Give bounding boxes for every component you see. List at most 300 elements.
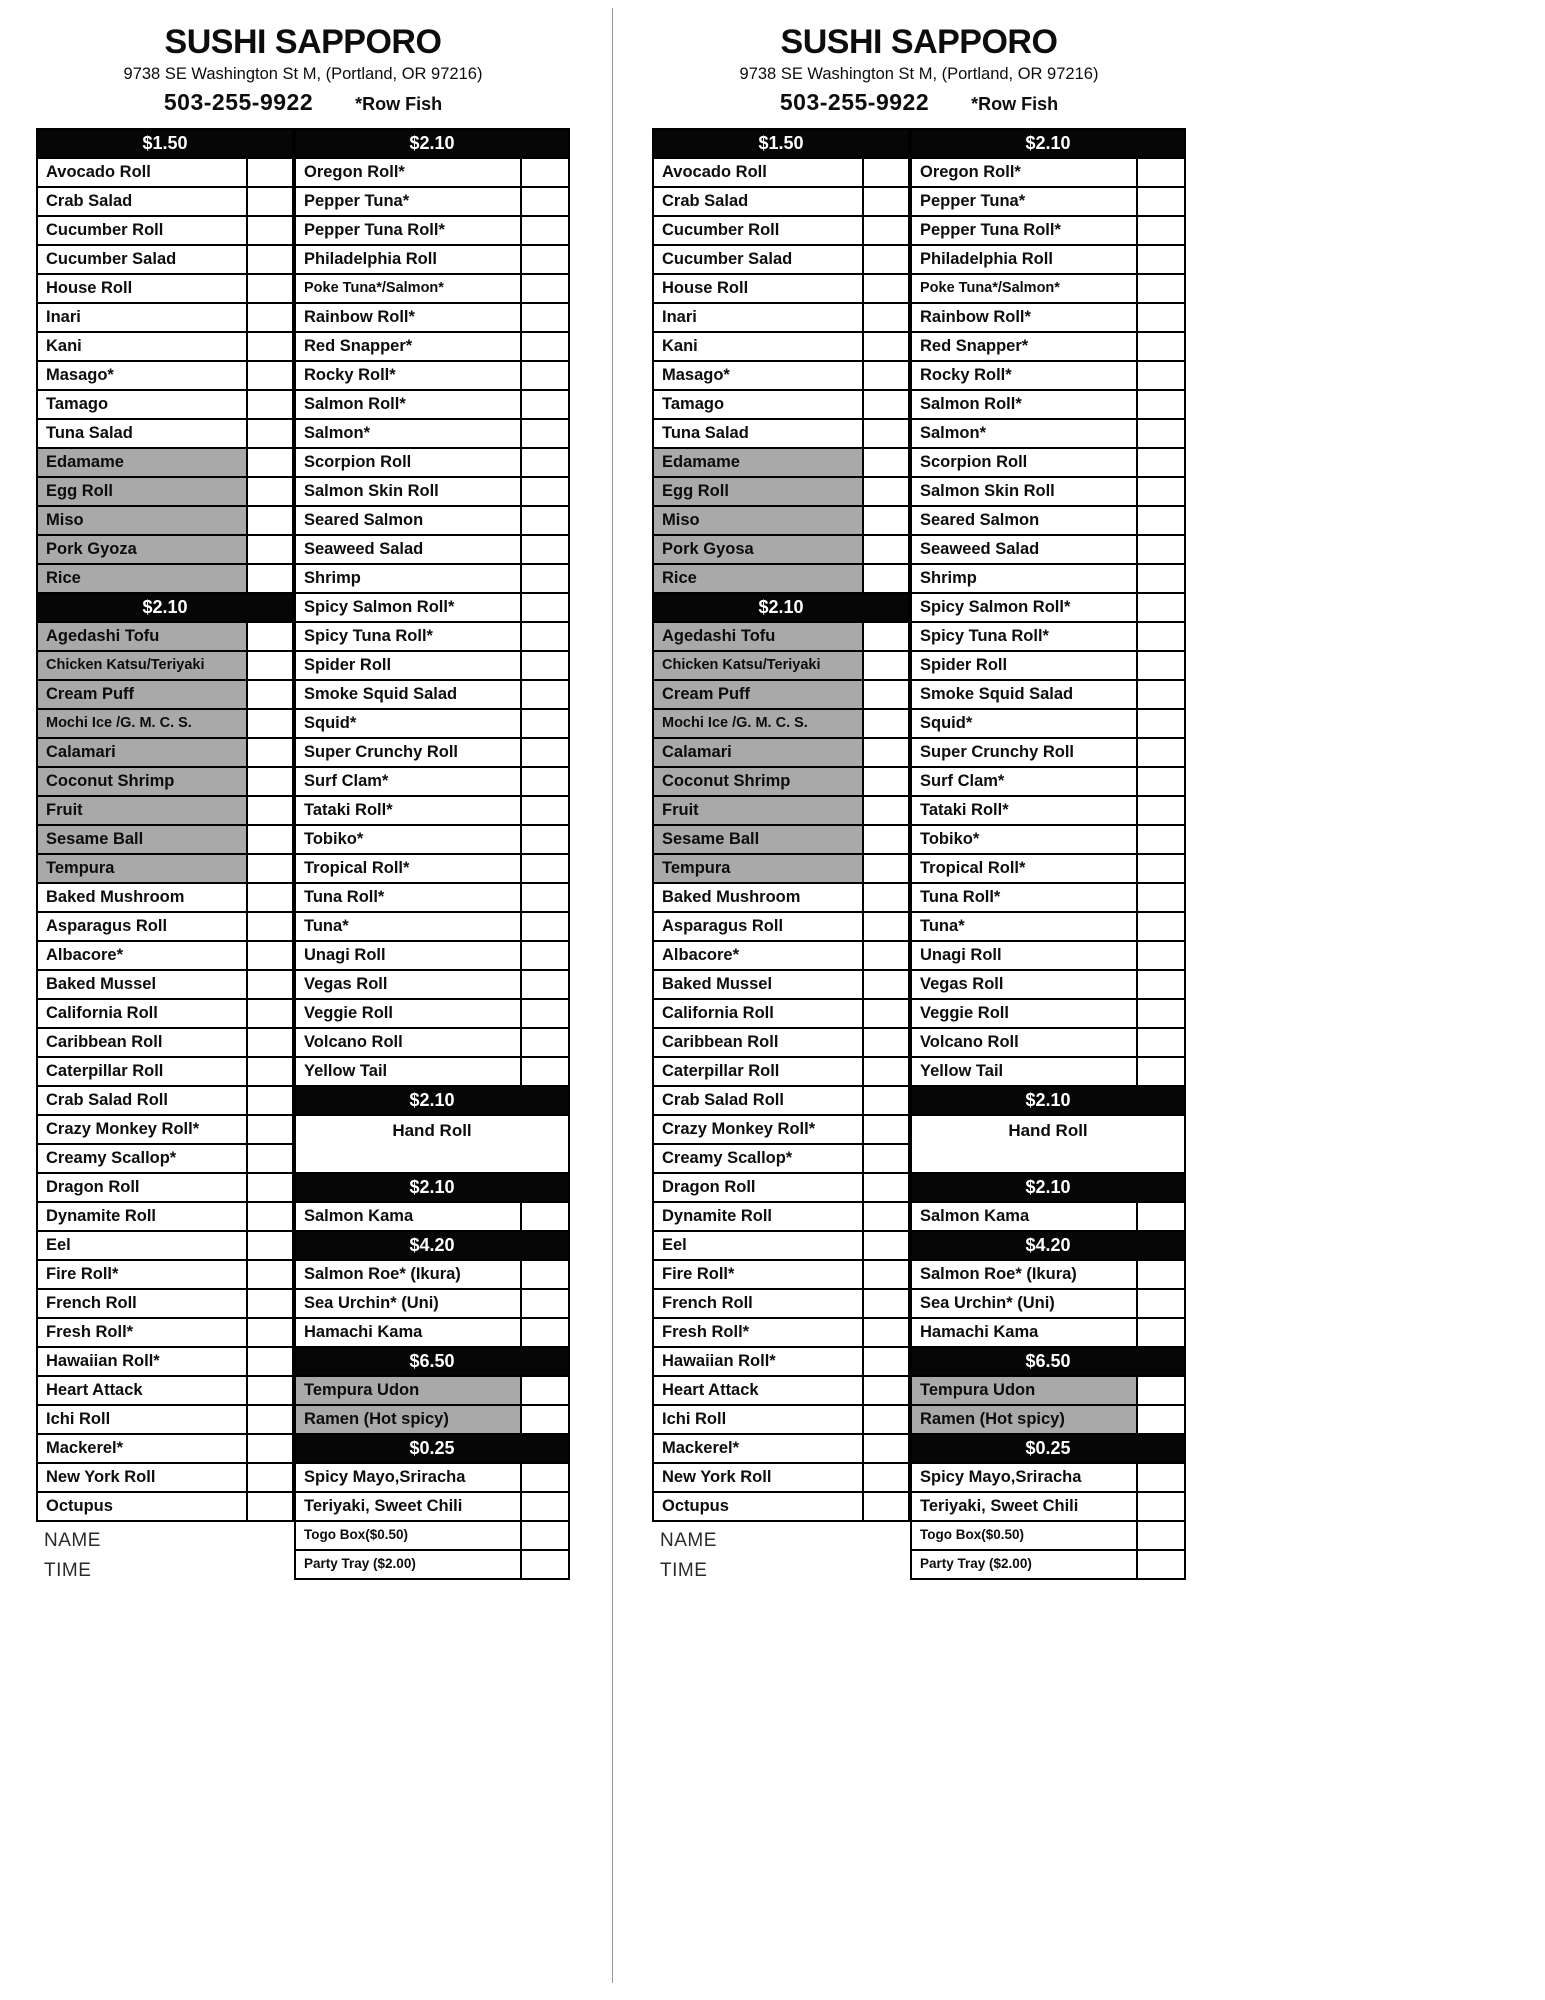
quantity-box[interactable]: [864, 1087, 910, 1116]
quantity-box[interactable]: [1138, 275, 1186, 304]
price-label: $1.50: [758, 133, 804, 153]
price-label: $2.10: [409, 1090, 455, 1110]
menu-item-row: [296, 478, 570, 507]
menu-item-label: Agedashi Tofu: [38, 623, 248, 652]
menu-item-label: Party Tray ($2.00): [296, 1551, 522, 1580]
quantity-box[interactable]: [522, 826, 570, 855]
quantity-box[interactable]: [1138, 594, 1186, 623]
quantity-box[interactable]: [864, 739, 910, 768]
quantity-box[interactable]: [1138, 1464, 1186, 1493]
quantity-box[interactable]: [1138, 188, 1186, 217]
quantity-box[interactable]: [864, 1029, 910, 1058]
quantity-box[interactable]: [864, 449, 910, 478]
menu-item-row: [38, 275, 294, 304]
quantity-box[interactable]: [864, 942, 910, 971]
quantity-box[interactable]: [864, 971, 910, 1000]
menu-item-row: [654, 1000, 910, 1029]
menu-item-row: [38, 1174, 294, 1203]
quantity-box[interactable]: [864, 1261, 910, 1290]
menu-item-label: Tuna Roll*: [296, 884, 522, 913]
menu-item-label: Tuna*: [912, 913, 1138, 942]
menu-item-label: Dynamite Roll: [654, 1203, 864, 1232]
quantity-box[interactable]: [1138, 942, 1186, 971]
quantity-box[interactable]: [1138, 362, 1186, 391]
quantity-box[interactable]: [1138, 1000, 1186, 1029]
menu-item-label: House Roll: [654, 275, 864, 304]
quantity-box[interactable]: [1138, 884, 1186, 913]
quantity-box[interactable]: [248, 1435, 294, 1464]
menu-item-row: [38, 304, 294, 333]
quantity-box[interactable]: [248, 275, 294, 304]
quantity-box[interactable]: [864, 884, 910, 913]
restaurant-address: 9738 SE Washington St M, (Portland, OR 97216): [739, 65, 1099, 83]
menu-item-label: Red Snapper*: [912, 333, 1138, 362]
quantity-box[interactable]: [1138, 855, 1186, 884]
price-section-header: [912, 1174, 1186, 1203]
quantity-box[interactable]: [248, 1406, 294, 1435]
quantity-box[interactable]: [1138, 1203, 1186, 1232]
menu-item-row: [654, 623, 910, 652]
quantity-box[interactable]: [864, 159, 910, 188]
quantity-box[interactable]: [248, 768, 294, 797]
quantity-box[interactable]: [864, 1319, 910, 1348]
menu-item-row: [296, 246, 570, 275]
quantity-box[interactable]: [1138, 1522, 1186, 1551]
menu-item-row: [654, 304, 910, 333]
quantity-box[interactable]: [522, 536, 570, 565]
quantity-box[interactable]: [864, 1145, 910, 1174]
menu-item-label: Togo Box($0.50): [912, 1522, 1138, 1551]
menu-item-label: Sesame Ball: [38, 826, 248, 855]
quantity-box[interactable]: [248, 1261, 294, 1290]
menu-item-row: [912, 1000, 1186, 1029]
menu-item-row: [912, 333, 1186, 362]
menu-item-label: Spicy Salmon Roll*: [296, 594, 522, 623]
quantity-box[interactable]: [248, 1464, 294, 1493]
price-section-header: [296, 1232, 570, 1261]
quantity-box[interactable]: [1138, 217, 1186, 246]
menu-item-row: [296, 942, 570, 971]
quantity-box[interactable]: [248, 449, 294, 478]
quantity-box[interactable]: [248, 1348, 294, 1377]
quantity-box[interactable]: [864, 275, 910, 304]
menu-item-label: Yellow Tail: [296, 1058, 522, 1087]
quantity-box[interactable]: [864, 710, 910, 739]
quantity-box[interactable]: [1138, 1058, 1186, 1087]
quantity-box[interactable]: [1138, 391, 1186, 420]
quantity-box[interactable]: [864, 188, 910, 217]
menu-item-label: Caterpillar Roll: [654, 1058, 864, 1087]
menu-item-label: Vegas Roll: [912, 971, 1138, 1000]
quantity-box[interactable]: [1138, 652, 1186, 681]
quantity-box[interactable]: [1138, 333, 1186, 362]
quantity-box[interactable]: [248, 710, 294, 739]
quantity-box[interactable]: [248, 855, 294, 884]
quantity-box[interactable]: [522, 1522, 570, 1551]
quantity-box[interactable]: [1138, 536, 1186, 565]
menu-item-label: Tobiko*: [296, 826, 522, 855]
menu-item-row: [38, 1087, 294, 1116]
menu-item-label: Salmon*: [912, 420, 1138, 449]
quantity-box[interactable]: [1138, 1319, 1186, 1348]
quantity-box[interactable]: [864, 797, 910, 826]
quantity-box[interactable]: [864, 565, 910, 594]
menu-item-row: [654, 884, 910, 913]
quantity-box[interactable]: [1138, 478, 1186, 507]
quantity-box[interactable]: [864, 333, 910, 362]
quantity-box[interactable]: [1138, 739, 1186, 768]
menu-item-label: French Roll: [38, 1290, 248, 1319]
menu-item-row: [654, 768, 910, 797]
menu-item-label: Salmon Kama: [296, 1203, 522, 1232]
quantity-box[interactable]: [522, 420, 570, 449]
menu-item-label: Teriyaki, Sweet Chili: [912, 1493, 1138, 1522]
menu-item-row: [654, 797, 910, 826]
quantity-box[interactable]: [1138, 565, 1186, 594]
quantity-box[interactable]: [1138, 246, 1186, 275]
quantity-box[interactable]: [248, 1319, 294, 1348]
menu-item-row: [38, 739, 294, 768]
menu-item-label: Oregon Roll*: [296, 159, 522, 188]
quantity-box[interactable]: [248, 362, 294, 391]
quantity-box[interactable]: [522, 1058, 570, 1087]
menu-item-row: [296, 913, 570, 942]
quantity-box[interactable]: [248, 826, 294, 855]
quantity-box[interactable]: [522, 1203, 570, 1232]
quantity-box[interactable]: [864, 681, 910, 710]
quantity-box[interactable]: [864, 507, 910, 536]
quantity-box[interactable]: [864, 246, 910, 275]
quantity-box[interactable]: [248, 333, 294, 362]
quantity-box[interactable]: [522, 1464, 570, 1493]
menu-item-label: Avocado Roll: [654, 159, 864, 188]
menu-item-label: Seared Salmon: [912, 507, 1138, 536]
menu-item-label: Veggie Roll: [912, 1000, 1138, 1029]
menu-item-label: Party Tray ($2.00): [912, 1551, 1138, 1580]
menu-item-row: [912, 1493, 1186, 1522]
menu-item-row: [296, 1464, 570, 1493]
quantity-box[interactable]: [248, 1290, 294, 1319]
quantity-box[interactable]: [248, 652, 294, 681]
quantity-box[interactable]: [248, 1116, 294, 1145]
menu-item-row: [912, 1406, 1186, 1435]
menu-item-label: Pepper Tuna*: [912, 188, 1138, 217]
quantity-box[interactable]: [1138, 1029, 1186, 1058]
quantity-box[interactable]: [522, 507, 570, 536]
menu-item-row: [654, 1493, 910, 1522]
quantity-box[interactable]: [864, 1232, 910, 1261]
quantity-box[interactable]: [864, 1116, 910, 1145]
menu-item-row: [296, 391, 570, 420]
quantity-box[interactable]: [522, 449, 570, 478]
quantity-box[interactable]: [248, 681, 294, 710]
quantity-box[interactable]: [864, 1058, 910, 1087]
quantity-box[interactable]: [522, 478, 570, 507]
menu-item-label: Teriyaki, Sweet Chili: [296, 1493, 522, 1522]
quantity-box[interactable]: [1138, 826, 1186, 855]
quantity-box[interactable]: [864, 1464, 910, 1493]
menu-item-row: [296, 826, 570, 855]
quantity-box[interactable]: [864, 362, 910, 391]
quantity-box[interactable]: [1138, 1551, 1186, 1580]
menu-item-label: Smoke Squid Salad: [912, 681, 1138, 710]
quantity-box[interactable]: [1138, 681, 1186, 710]
quantity-box[interactable]: [864, 1348, 910, 1377]
quantity-box[interactable]: [522, 710, 570, 739]
menu-item-label: Pepper Tuna Roll*: [912, 217, 1138, 246]
menu-item-label: Seaweed Salad: [912, 536, 1138, 565]
menu-item-label: Squid*: [912, 710, 1138, 739]
menu-item-label: Salmon Roe* (Ikura): [296, 1261, 522, 1290]
quantity-box[interactable]: [1138, 1261, 1186, 1290]
quantity-box[interactable]: [864, 855, 910, 884]
quantity-box[interactable]: [522, 797, 570, 826]
quantity-box[interactable]: [864, 478, 910, 507]
quantity-box[interactable]: [522, 362, 570, 391]
menu-item-label: Tuna*: [296, 913, 522, 942]
menu-item-row: [654, 1406, 910, 1435]
quantity-box[interactable]: [248, 507, 294, 536]
page-divider-line: [612, 8, 613, 1983]
quantity-box[interactable]: [248, 159, 294, 188]
quantity-box[interactable]: [864, 913, 910, 942]
menu-item-label: Hawaiian Roll*: [38, 1348, 248, 1377]
quantity-box[interactable]: [522, 1261, 570, 1290]
menu-item-label: Philadelphia Roll: [296, 246, 522, 275]
menu-item-label: Spider Roll: [296, 652, 522, 681]
quantity-box[interactable]: [248, 391, 294, 420]
quantity-box[interactable]: [1138, 449, 1186, 478]
quantity-box[interactable]: [864, 1290, 910, 1319]
quantity-box[interactable]: [248, 913, 294, 942]
quantity-box[interactable]: [522, 1000, 570, 1029]
quantity-box[interactable]: [864, 1203, 910, 1232]
quantity-box[interactable]: [248, 246, 294, 275]
menu-item-row: [654, 1203, 910, 1232]
menu-item-label: Caterpillar Roll: [38, 1058, 248, 1087]
quantity-box[interactable]: [864, 304, 910, 333]
quantity-box[interactable]: [1138, 710, 1186, 739]
menu-item-row: [912, 594, 1186, 623]
quantity-box[interactable]: [522, 768, 570, 797]
quantity-box[interactable]: [248, 1174, 294, 1203]
quantity-box[interactable]: [522, 1319, 570, 1348]
menu-item-label: Rice: [38, 565, 248, 594]
price-section-header: [912, 1348, 1186, 1377]
menu-item-label: Tempura Udon: [296, 1377, 522, 1406]
quantity-box[interactable]: [522, 884, 570, 913]
menu-item-row: [38, 971, 294, 1000]
menu-item-row: [296, 884, 570, 913]
menu-item-label: Rocky Roll*: [296, 362, 522, 391]
quantity-box[interactable]: [1138, 768, 1186, 797]
menu-item-row: [38, 1290, 294, 1319]
quantity-box[interactable]: [864, 1000, 910, 1029]
menu-item-label: Rocky Roll*: [912, 362, 1138, 391]
menu-item-label: Inari: [654, 304, 864, 333]
quantity-box[interactable]: [864, 652, 910, 681]
quantity-box[interactable]: [522, 971, 570, 1000]
menu-item-row: [912, 971, 1186, 1000]
quantity-box[interactable]: [864, 1493, 910, 1522]
quantity-box[interactable]: [248, 942, 294, 971]
quantity-box[interactable]: [248, 1087, 294, 1116]
quantity-box[interactable]: [248, 536, 294, 565]
menu-item-label: Miso: [654, 507, 864, 536]
quantity-box[interactable]: [522, 1493, 570, 1522]
menu-item-row: [654, 1116, 910, 1145]
price-section-header: [38, 594, 294, 623]
quantity-box[interactable]: [864, 768, 910, 797]
menu-item-label: Heart Attack: [38, 1377, 248, 1406]
quantity-box[interactable]: [1138, 971, 1186, 1000]
menu-item-label: Egg Roll: [38, 478, 248, 507]
menu-item-row: [654, 1029, 910, 1058]
name-label: NAME: [44, 1530, 101, 1551]
menu-item-row: [296, 275, 570, 304]
quantity-box[interactable]: [248, 478, 294, 507]
menu-item-label: Crazy Monkey Roll*: [38, 1116, 248, 1145]
menu-item-row: [38, 159, 294, 188]
menu-item-row: [38, 884, 294, 913]
quantity-box[interactable]: [248, 1029, 294, 1058]
menu-column-right: [294, 128, 570, 1580]
quantity-box[interactable]: [864, 217, 910, 246]
quantity-box[interactable]: [248, 884, 294, 913]
quantity-box[interactable]: [522, 304, 570, 333]
price-label: $0.25: [409, 1438, 455, 1458]
quantity-box[interactable]: [864, 420, 910, 449]
menu-item-label: Tuna Roll*: [912, 884, 1138, 913]
quantity-box[interactable]: [522, 594, 570, 623]
quantity-box[interactable]: [1138, 304, 1186, 333]
quantity-box[interactable]: [248, 565, 294, 594]
menu-item-row: [654, 739, 910, 768]
menu-item-row: [654, 1319, 910, 1348]
menu-item-row: [296, 710, 570, 739]
quantity-box[interactable]: [864, 1377, 910, 1406]
quantity-box[interactable]: [1138, 623, 1186, 652]
quantity-box[interactable]: [522, 217, 570, 246]
quantity-box[interactable]: [248, 1203, 294, 1232]
raw-fish-note: *Row Fish: [355, 94, 443, 114]
menu-item-label: Tamago: [38, 391, 248, 420]
price-label: $0.25: [1025, 1438, 1071, 1458]
menu-item-label: Spider Roll: [912, 652, 1138, 681]
quantity-box[interactable]: [248, 420, 294, 449]
menu-item-row: [654, 710, 910, 739]
menu-item-row: [38, 362, 294, 391]
quantity-box[interactable]: [522, 623, 570, 652]
quantity-box[interactable]: [522, 942, 570, 971]
menu-item-label: Creamy Scallop*: [654, 1145, 864, 1174]
menu-item-label: Volcano Roll: [912, 1029, 1138, 1058]
quantity-box[interactable]: [864, 826, 910, 855]
quantity-box[interactable]: [864, 1174, 910, 1203]
quantity-box[interactable]: [864, 391, 910, 420]
quantity-box[interactable]: [522, 333, 570, 362]
menu-item-label: Tuna Salad: [38, 420, 248, 449]
quantity-box[interactable]: [522, 1290, 570, 1319]
quantity-box[interactable]: [522, 275, 570, 304]
menu-item-row: [912, 275, 1186, 304]
quantity-box[interactable]: [1138, 159, 1186, 188]
menu-item-row: [296, 797, 570, 826]
menu-item-label: Coconut Shrimp: [654, 768, 864, 797]
menu-item-label: Super Crunchy Roll: [296, 739, 522, 768]
quantity-box[interactable]: [522, 1377, 570, 1406]
quantity-box[interactable]: [248, 1058, 294, 1087]
quantity-box[interactable]: [522, 391, 570, 420]
quantity-box[interactable]: [1138, 797, 1186, 826]
quantity-box[interactable]: [1138, 1493, 1186, 1522]
quantity-box[interactable]: [248, 1232, 294, 1261]
quantity-box[interactable]: [522, 159, 570, 188]
quantity-box[interactable]: [522, 739, 570, 768]
quantity-box[interactable]: [864, 536, 910, 565]
quantity-box[interactable]: [522, 855, 570, 884]
menu-item-label: Dynamite Roll: [38, 1203, 248, 1232]
menu-item-label: Avocado Roll: [38, 159, 248, 188]
quantity-box[interactable]: [522, 913, 570, 942]
menu-item-row: [654, 826, 910, 855]
quantity-box[interactable]: [1138, 507, 1186, 536]
quantity-box[interactable]: [248, 1145, 294, 1174]
quantity-box[interactable]: [1138, 420, 1186, 449]
quantity-box[interactable]: [248, 188, 294, 217]
menu-column-left: [36, 128, 294, 1522]
quantity-box[interactable]: [522, 681, 570, 710]
menu-item-label: House Roll: [38, 275, 248, 304]
menu-item-row: [912, 623, 1186, 652]
menu-item-row: [654, 1348, 910, 1377]
quantity-box[interactable]: [248, 1000, 294, 1029]
quantity-box[interactable]: [248, 217, 294, 246]
menu-item-row: [296, 652, 570, 681]
quantity-box[interactable]: [864, 1435, 910, 1464]
quantity-box[interactable]: [522, 652, 570, 681]
quantity-box[interactable]: [248, 1377, 294, 1406]
quantity-box[interactable]: [522, 246, 570, 275]
quantity-box[interactable]: [1138, 913, 1186, 942]
quantity-box[interactable]: [864, 623, 910, 652]
quantity-box[interactable]: [864, 1406, 910, 1435]
quantity-box[interactable]: [248, 797, 294, 826]
quantity-box[interactable]: [1138, 1377, 1186, 1406]
quantity-box[interactable]: [248, 971, 294, 1000]
menu-item-row: [654, 1232, 910, 1261]
quantity-box[interactable]: [522, 1406, 570, 1435]
menu-item-label: Chicken Katsu/Teriyaki: [38, 652, 248, 681]
menu-item-row: [296, 1290, 570, 1319]
price-section-header: [296, 130, 570, 159]
quantity-box[interactable]: [522, 565, 570, 594]
quantity-box[interactable]: [248, 623, 294, 652]
quantity-box[interactable]: [248, 739, 294, 768]
quantity-box[interactable]: [248, 304, 294, 333]
quantity-box[interactable]: [522, 188, 570, 217]
menu-item-row: [912, 826, 1186, 855]
quantity-box[interactable]: [1138, 1406, 1186, 1435]
quantity-box[interactable]: [1138, 1290, 1186, 1319]
quantity-box[interactable]: [248, 1493, 294, 1522]
price-section-header: [654, 594, 910, 623]
menu-item-row: [912, 942, 1186, 971]
menu-item-label: Tobiko*: [912, 826, 1138, 855]
quantity-box[interactable]: [522, 1029, 570, 1058]
quantity-box[interactable]: [522, 1551, 570, 1580]
menu-item-label: Masago*: [654, 362, 864, 391]
